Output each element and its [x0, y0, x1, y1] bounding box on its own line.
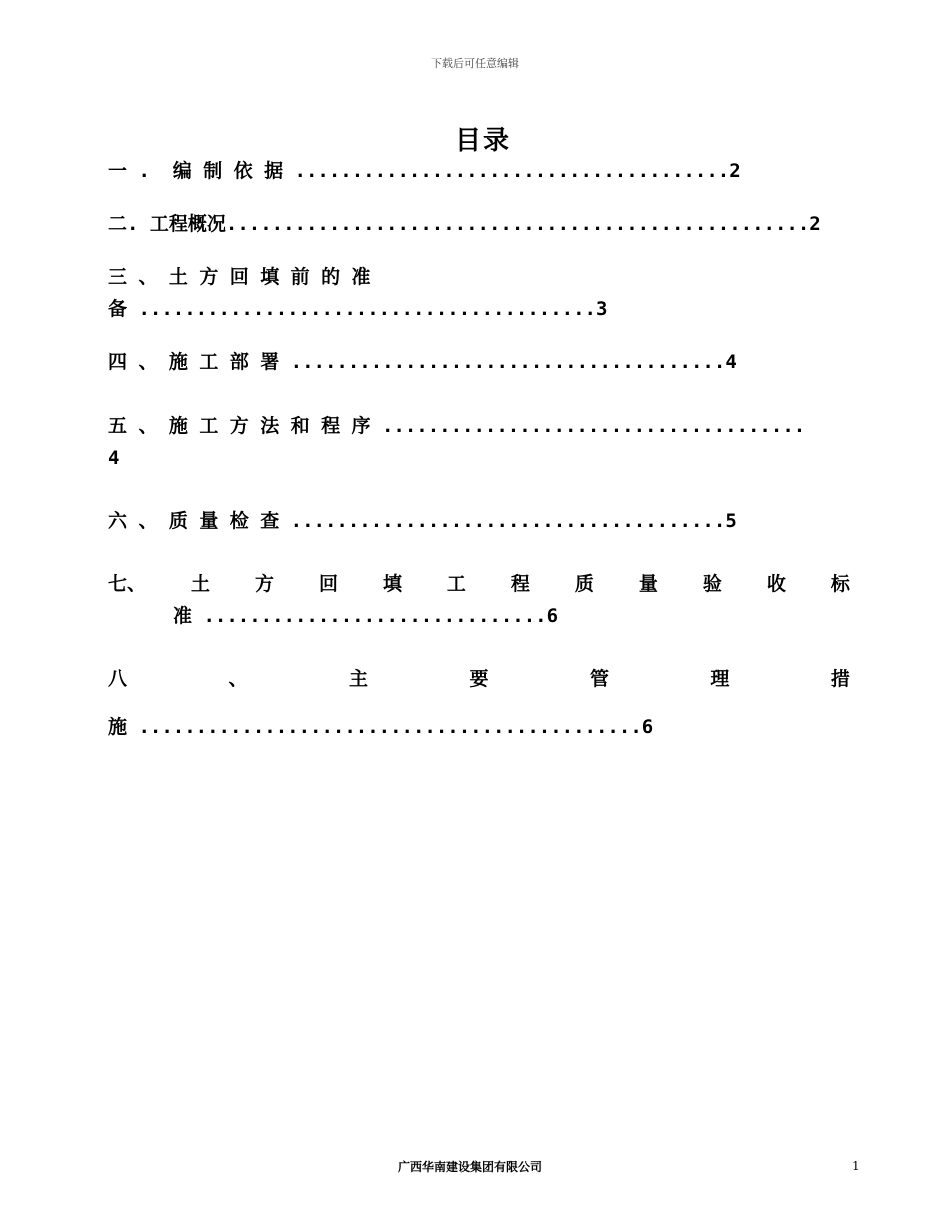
- toc-word: 填: [382, 573, 402, 595]
- toc-entry-3-line2[interactable]: 备 ........................................3: [108, 298, 608, 320]
- toc-word: 要: [469, 668, 489, 690]
- toc-entry-8-line2[interactable]: 施 ............................................6: [108, 716, 654, 738]
- header-note: 下载后可任意编辑: [431, 57, 519, 70]
- toc-word: 程: [510, 573, 530, 595]
- toc-word: 土: [190, 573, 210, 595]
- toc-word: 量: [638, 573, 658, 595]
- toc-word: 工: [446, 573, 466, 595]
- toc-title: 目录: [454, 126, 511, 156]
- toc-word: 方: [254, 573, 274, 595]
- footer-page-number: 1: [852, 1159, 860, 1173]
- toc-word: 回: [318, 573, 338, 595]
- toc-entry-7-line2[interactable]: 准 ..............................6: [173, 605, 559, 627]
- toc-word: 措: [830, 668, 850, 690]
- toc-entry-7-line1[interactable]: [108, 572, 850, 596]
- footer-company-name: 广西华南建设集团有限公司: [397, 1160, 542, 1174]
- toc-entry-7-number: 七、: [108, 573, 147, 595]
- toc-entry-2[interactable]: 二. 工程概况...................................................2: [108, 213, 821, 235]
- toc-word: 收: [766, 573, 786, 595]
- toc-word: 标: [830, 573, 850, 595]
- toc-entry-1[interactable]: 一 . 编 制 依 据 ......................................2: [108, 160, 741, 182]
- toc-word: 、: [228, 668, 248, 690]
- toc-word: 八: [108, 668, 128, 690]
- toc-word: 质: [574, 573, 594, 595]
- toc-entry-5-line1[interactable]: 五 、 施 工 方 法 和 程 序 .....................................: [108, 415, 806, 437]
- toc-word: 管: [589, 668, 609, 690]
- toc-entry-4[interactable]: 四 、 施 工 部 署 ......................................4: [108, 351, 737, 373]
- toc-word: 主: [348, 668, 368, 690]
- toc-word: 理: [710, 668, 730, 690]
- toc-entry-5-line2[interactable]: 4: [108, 447, 120, 469]
- toc-entry-8-line1[interactable]: [108, 667, 850, 691]
- toc-entry-6[interactable]: 六 、 质 量 检 查 ......................................5: [108, 510, 737, 532]
- toc-word: 验: [702, 573, 722, 595]
- toc-entry-3-line1[interactable]: 三 、 土 方 回 填 前 的 准: [108, 266, 371, 288]
